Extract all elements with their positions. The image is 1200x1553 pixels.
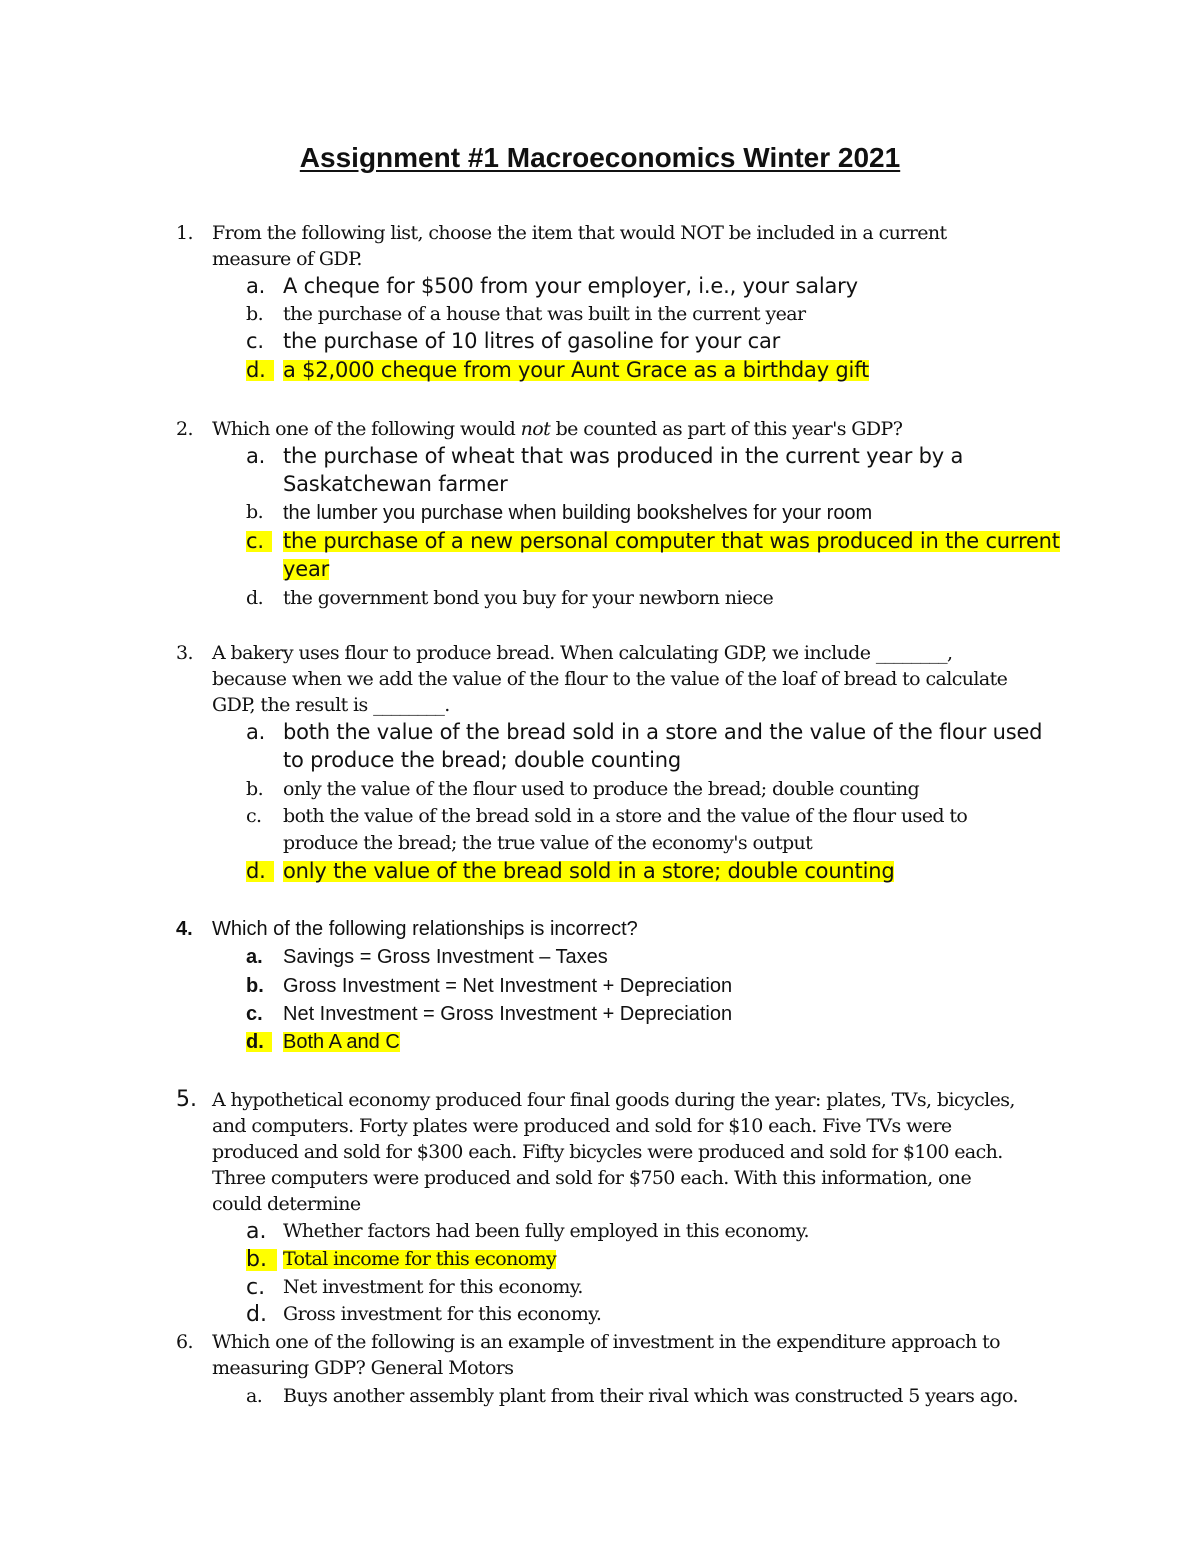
option-letter: c. [246,1003,263,1025]
option-letter: c. [246,329,264,353]
option-text: Gross investment for this economy. [283,1303,602,1325]
option-text-highlighted: Total income for this economy [283,1248,557,1270]
option-text: the lumber you purchase when building bookshelves for your room [283,502,873,524]
option-letter-highlighted: d. [246,360,274,381]
option-text: both the value of the bread sold in a store and the value of the flour used [283,720,1043,744]
option-text: A cheque for $500 from your employer, i.e., your salary [283,274,858,298]
question-text-part: be counted as part of this year's GDP? [550,418,903,440]
question-number: 5. [176,1087,197,1112]
question-text-line [212,420,902,439]
question-number: 4. [176,918,193,940]
option-text: produce the bread; the true value of the economy's output [283,832,813,854]
option-text: Savings = Gross Investment – Taxes [283,946,608,968]
option-letter: b. [246,303,264,325]
option-text: Whether factors had been fully employed in this economy. [283,1220,809,1242]
option-letter: c. [246,1275,266,1300]
question-text-line: and computers. Forty plates were produced and sold for $10 each. Five TVs were [212,1115,952,1137]
option-letter: c. [246,805,262,827]
option-letter: b. [246,778,264,800]
option-letter: a. [246,1219,267,1244]
option-text-highlighted: only the value of the bread sold in a store; double counting [283,859,895,883]
option-text: the government bond you buy for your newborn niece [283,587,774,609]
option-letter: a. [246,274,266,298]
question-text-emphasis: not [520,418,551,440]
question-text-line: because when we add the value of the flour to the value of the loaf of bread to calculate [212,668,1008,690]
option-letter: a. [246,1385,263,1407]
option-letter: b. [246,975,264,997]
option-text: the purchase of wheat that was produced in the current year by a [283,444,964,468]
option-text-highlighted: Both A and C [283,1031,400,1053]
question-number: 3. [176,642,193,664]
question-text-line: Which one of the following is an example of investment in the expenditure approach to [212,1331,1000,1353]
option-letter-highlighted: d. [246,861,274,882]
option-text: the purchase of 10 litres of gasoline for your car [283,329,781,353]
option-text-highlighted: a $2,000 cheque from your Aunt Grace as a birthday gift [283,358,870,382]
question-text-line: A bakery uses flour to produce bread. When calculating GDP, we include ________, [212,642,953,664]
option-letter: a. [246,946,263,968]
option-letter-highlighted: c. [246,531,272,552]
question-text-line: From the following list, choose the item that would NOT be included in a current [212,222,947,244]
question-number: 2. [176,418,193,440]
question-text-line: measuring GDP? General Motors [212,1357,514,1379]
question-text-line: measure of GDP. [212,248,362,270]
option-letter-highlighted: b. [246,1249,277,1271]
question-text-line: GDP, the result is ________. [212,694,450,716]
option-letter: a. [246,720,266,744]
option-letter: d. [246,587,264,609]
document-title: Assignment #1 Macroeconomics Winter 2021 [299,142,901,173]
option-text: Saskatchewan farmer [283,472,508,496]
option-letter: d. [246,1302,267,1327]
option-text: the purchase of a house that was built in the current year [283,303,806,325]
option-letter-highlighted: d. [246,1032,272,1052]
option-letter: b. [246,501,264,523]
option-text-highlighted: year [283,557,330,581]
option-text: Net Investment = Gross Investment + Depreciation [283,1003,733,1025]
option-text: Gross Investment = Net Investment + Depreciation [283,975,733,997]
option-letter: a. [246,444,266,468]
option-text: Buys another assembly plant from their rival which was constructed 5 years ago. [283,1385,1018,1407]
option-text: only the value of the flour used to produce the bread; double counting [283,778,920,800]
option-text: to produce the bread; double counting [283,748,681,772]
question-number: 6. [176,1331,193,1353]
question-text-part: Which one of the following would [212,418,521,440]
option-text: both the value of the bread sold in a store and the value of the flour used to [283,805,968,827]
question-text-line: A hypothetical economy produced four final goods during the year: plates, TVs, bicycles, [212,1089,1015,1111]
option-text: Net investment for this economy. [283,1276,583,1298]
question-text-line: Three computers were produced and sold for $750 each. With this information, one [212,1167,972,1189]
question-text-line: Which of the following relationships is incorrect? [212,918,638,940]
question-number: 1. [176,222,193,244]
question-text-line: could determine [212,1193,361,1215]
option-text-highlighted: the purchase of a new personal computer that was produced in the current [283,529,1060,553]
question-text-line: produced and sold for $300 each. Fifty bicycles were produced and sold for $100 each. [212,1141,1003,1163]
